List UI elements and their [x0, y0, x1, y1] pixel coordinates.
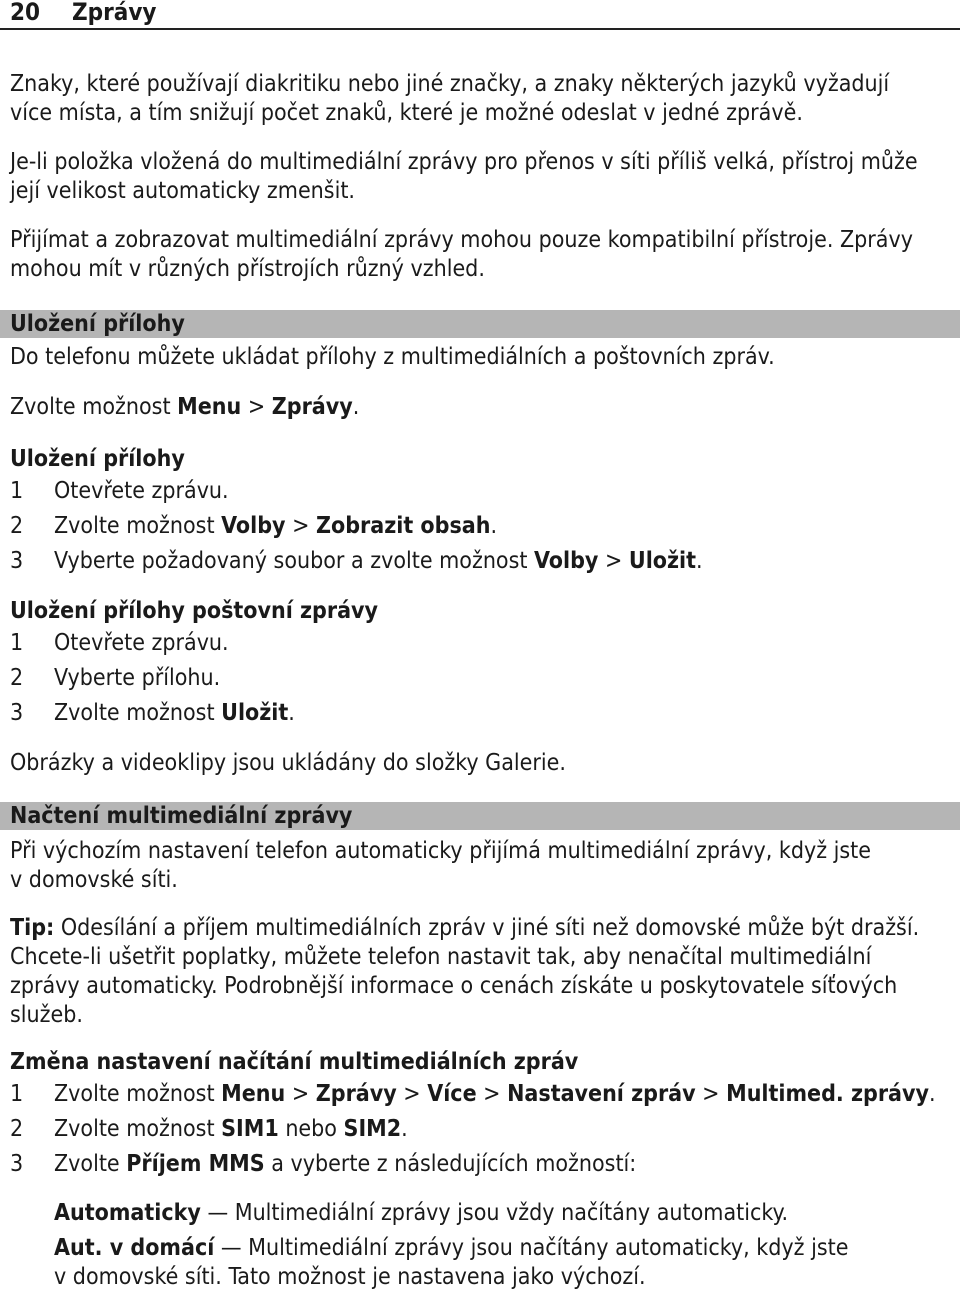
section-heading-load-mms — [0, 802, 960, 830]
text: nebo — [278, 1116, 344, 1142]
menu-item-label: Příjem MMS — [126, 1151, 265, 1177]
section-heading-save-attachment — [0, 310, 960, 338]
step-text — [54, 547, 703, 576]
text: Zvolte možnost — [54, 1081, 222, 1107]
menu-label: Uložit — [221, 700, 289, 726]
text: Zvolte možnost — [54, 700, 222, 726]
text: Zvolte možnost — [10, 394, 178, 420]
text: a vyberte z následujících možností: — [264, 1151, 637, 1177]
option-label: SIM1 — [221, 1116, 279, 1142]
tip-label: Tip: — [10, 915, 55, 941]
separator: > — [285, 513, 317, 539]
subheading-save-mail-attachment: Uložení přílohy poštovní zprávy — [10, 598, 378, 624]
load-intro-paragraph — [10, 837, 955, 895]
step-text: Vyberte přílohu. — [54, 665, 221, 691]
text: . — [696, 548, 703, 574]
menu-item-label: Zprávy — [271, 394, 353, 420]
chapter-title: Zprávy — [72, 0, 157, 26]
subheading-save-attachment: Uložení přílohy — [10, 446, 185, 472]
option-description: — Multimediální zprávy jsou načítány automaticky, když jste — [214, 1235, 849, 1261]
step-number: 3 — [10, 700, 24, 726]
step-text: Otevřete zprávu. — [54, 478, 229, 504]
text: . — [401, 1116, 408, 1142]
menu-item-label: Nastavení zpráv — [507, 1081, 696, 1107]
option-auto-home — [54, 1234, 954, 1292]
step-number: 1 — [10, 478, 24, 504]
tip-paragraph — [10, 914, 955, 1030]
subheading-change-settings: Změna nastavení načítání multimediálních zpráv — [10, 1049, 579, 1075]
text-line: v domovské síti. Tato možnost je nastavena jako výchozí. — [54, 1264, 646, 1290]
separator: > — [695, 1081, 727, 1107]
step-number: 1 — [10, 1081, 24, 1107]
option-label: Aut. v domácí — [54, 1235, 215, 1261]
step-text — [54, 1150, 636, 1179]
section-heading-text: Uložení přílohy — [10, 311, 185, 337]
step-text: Otevřete zprávu. — [54, 630, 229, 656]
save-menu-path — [10, 393, 955, 422]
step-number: 2 — [10, 665, 24, 691]
text: Vyberte požadovaný soubor a zvolte možnost — [54, 548, 535, 574]
text-line: více místa, a tím snižují počet znaků, které je možné odeslat v jedné zprávě. — [10, 100, 803, 126]
text-line: Při výchozím nastavení telefon automaticky přijímá multimediální zprávy, když jste — [10, 838, 872, 864]
text-line — [10, 914, 955, 943]
separator: > — [396, 1081, 428, 1107]
option-automatic — [54, 1199, 954, 1228]
text-line: Znaky, které používají diakritiku nebo jiné značky, a znaky některých jazyků vyžadují — [10, 71, 890, 97]
intro-paragraph-2 — [10, 148, 955, 206]
step-number: 2 — [10, 1116, 24, 1142]
step-number: 2 — [10, 513, 24, 539]
separator: > — [598, 548, 629, 574]
menu-label: Menu — [221, 1081, 286, 1107]
text: . — [352, 394, 360, 420]
text-line: Chcete-li ušetřit poplatky, můžete telefon nastavit tak, aby nenačítal multimediální — [10, 944, 872, 970]
menu-label: Menu — [177, 394, 242, 420]
text: Zvolte možnost — [54, 513, 222, 539]
text: Odesílání a příjem multimediálních zpráv v jiné síti než domovské může být dražší. — [54, 915, 920, 941]
menu-item-label: Uložit — [628, 548, 697, 574]
text: . — [928, 1081, 936, 1107]
menu-label: Volby — [534, 548, 599, 574]
text: . — [288, 700, 295, 726]
text: Zvolte — [54, 1151, 127, 1177]
separator: > — [476, 1081, 508, 1107]
save-intro-text: Do telefonu můžete ukládat přílohy z multimediálních a poštovních zpráv. — [10, 344, 775, 370]
step-text — [54, 1115, 408, 1144]
text-line: služeb. — [10, 1002, 83, 1028]
intro-paragraph-3 — [10, 226, 955, 284]
menu-label: Volby — [221, 513, 286, 539]
section-heading-text: Načtení multimediální zprávy — [10, 803, 353, 829]
separator: > — [285, 1081, 316, 1107]
step-text — [54, 512, 497, 541]
option-label: SIM2 — [343, 1116, 402, 1142]
text-line: mohou mít v různých přístrojích různý vzhled. — [10, 256, 485, 282]
text: Zvolte možnost — [54, 1116, 222, 1142]
menu-item-label: Zobrazit obsah — [316, 513, 491, 539]
step-number: 3 — [10, 548, 24, 574]
menu-item-label: Zprávy — [315, 1081, 397, 1107]
step-number: 1 — [10, 630, 24, 656]
step-text — [54, 1080, 936, 1109]
text: . — [490, 513, 498, 539]
option-description: — Multimediální zprávy jsou vždy načítány automaticky. — [200, 1200, 789, 1226]
step-text — [54, 699, 295, 728]
step-number: 3 — [10, 1151, 24, 1177]
menu-item-label: Multimed. zprávy — [726, 1081, 929, 1107]
text-line: Přijímat a zobrazovat multimediální zprávy mohou pouze kompatibilní přístroje. Zprávy — [10, 227, 913, 253]
page-number: 20 — [10, 0, 41, 26]
separator: > — [241, 394, 272, 420]
page-header — [0, 0, 960, 30]
text-line — [54, 1234, 954, 1263]
text-line: její velikost automaticky zmenšit. — [10, 178, 355, 204]
gallery-note: Obrázky a videoklipy jsou ukládány do složky Galerie. — [10, 750, 566, 776]
text-line: v domovské síti. — [10, 867, 178, 893]
text-line: zprávy automaticky. Podrobnější informace o cenách získáte u poskytovatele síťových — [10, 973, 898, 999]
option-label: Automaticky — [54, 1200, 201, 1226]
text-line: Je-li položka vložená do multimediální zprávy pro přenos v síti příliš velká, přístroj může — [10, 149, 918, 175]
menu-item-label: Více — [427, 1081, 477, 1107]
intro-paragraph-1 — [10, 70, 955, 128]
